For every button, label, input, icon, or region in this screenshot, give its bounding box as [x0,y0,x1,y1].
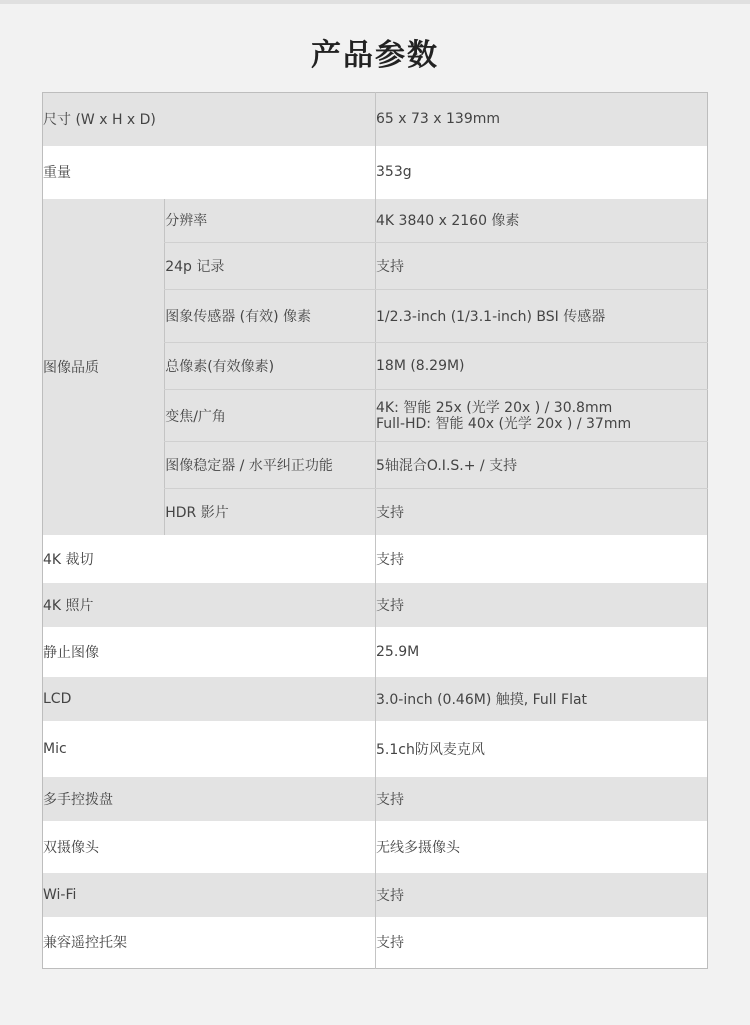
spec-label: 兼容遥控托架 [43,917,376,969]
spec-value-multiline [376,390,708,442]
spec-sublabel: 图像稳定器 / 水平纠正功能 [165,442,376,489]
spec-value: 支持 [376,873,708,917]
table-row [43,535,708,583]
spec-label: 尺寸 (W x H x D) [43,93,376,146]
spec-label: 4K 裁切 [43,535,376,583]
table-row [43,583,708,627]
spec-value: 支持 [376,917,708,969]
page-title: 产品参数 [311,38,439,73]
spec-value: 支持 [376,777,708,821]
spec-value: 25.9M [376,627,708,677]
table-row [43,873,708,917]
spec-value: 无线多摄像头 [376,821,708,873]
spec-value: 1/2.3-inch (1/3.1-inch) BSI 传感器 [376,290,708,343]
spec-sublabel: 变焦/广角 [165,390,376,442]
table-row [43,821,708,873]
spec-value: 支持 [376,243,708,290]
spec-table [42,92,708,969]
spec-label: 双摄像头 [43,821,376,873]
group-label-image-quality: 图像品质 [43,199,165,535]
table-row [43,93,708,146]
table-row [43,627,708,677]
spec-value-line: 4K: 智能 25x (光学 20x ) / 30.8mm [376,399,613,416]
spec-value-line: Full-HD: 智能 40x (光学 20x ) / 37mm [376,415,632,432]
spec-sublabel: 24p 记录 [165,243,376,290]
spec-value: 65 x 73 x 139mm [376,93,708,146]
table-row [43,199,708,243]
table-row [43,146,708,199]
spec-label: 4K 照片 [43,583,376,627]
top-divider [0,0,750,4]
spec-value: 5.1ch防风麦克风 [376,721,708,777]
table-row [43,777,708,821]
spec-label: LCD [43,677,376,721]
table-row [43,677,708,721]
spec-value: 4K 3840 x 2160 像素 [376,199,708,243]
spec-sublabel: 总像素(有效像素) [165,343,376,390]
spec-value: 支持 [376,535,708,583]
spec-value: 5轴混合O.I.S.+ / 支持 [376,442,708,489]
table-row [43,917,708,969]
spec-label: 重量 [43,146,376,199]
spec-value: 支持 [376,583,708,627]
table-row [43,721,708,777]
spec-label: 多手控拨盘 [43,777,376,821]
spec-value: 3.0-inch (0.46M) 触摸, Full Flat [376,677,708,721]
spec-sublabel: 分辨率 [165,199,376,243]
spec-sublabel: 图象传感器 (有效) 像素 [165,290,376,343]
spec-value: 18M (8.29M) [376,343,708,390]
spec-label: 静止图像 [43,627,376,677]
spec-label: Wi-Fi [43,873,376,917]
spec-sublabel: HDR 影片 [165,489,376,535]
spec-value: 支持 [376,489,708,535]
spec-label: Mic [43,721,376,777]
spec-value: 353g [376,146,708,199]
